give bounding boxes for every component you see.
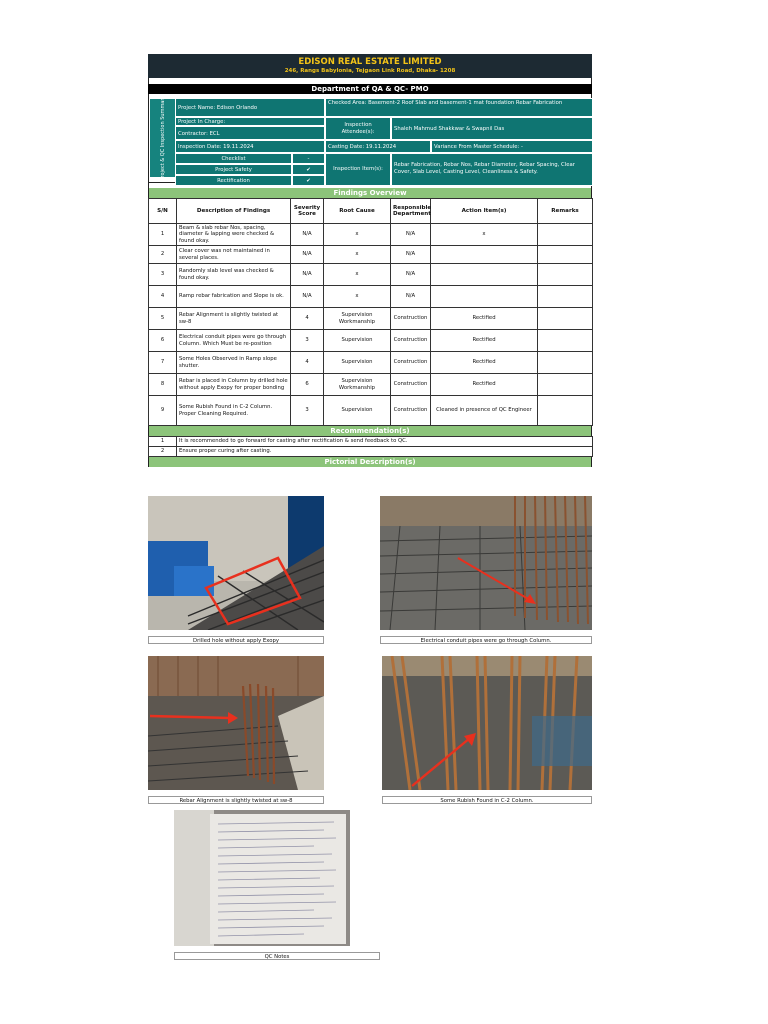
findings-cell-dept: Construction <box>391 330 431 352</box>
findings-cell-remarks <box>538 352 593 374</box>
inspection-items-label: Inspection Item(s): <box>325 153 391 186</box>
findings-header-0: S/N <box>149 199 177 224</box>
findings-cell-desc: Ramp rebar fabrication and Slope is ok. <box>177 286 291 308</box>
findings-table <box>148 198 593 426</box>
findings-cell-root: Supervision <box>324 330 391 352</box>
photo-rebar-alignment <box>148 656 324 790</box>
findings-cell-dept: N/A <box>391 286 431 308</box>
findings-cell-root: Supervision Workmanship <box>324 308 391 330</box>
findings-cell-remarks <box>538 374 593 396</box>
findings-cell-desc: Beam & slab rebar Nos, spacing, diameter & lapping were checked & found okay. <box>177 224 291 246</box>
findings-row <box>149 396 593 426</box>
findings-cell-action <box>431 246 538 264</box>
findings-cell-dept: N/A <box>391 224 431 246</box>
project-in-charge: Project In Charge: <box>175 117 325 126</box>
casting-date: Casting Date: 19.11.2024 <box>325 140 431 153</box>
caption-3: Rebar Alignment is slightly twisted at sw-8 <box>148 796 324 804</box>
recommendation-text: Ensure proper curing after casting. <box>177 447 593 457</box>
findings-row <box>149 264 593 286</box>
findings-cell-action <box>431 264 538 286</box>
findings-cell-sev: N/A <box>291 286 324 308</box>
project-name: Project Name: Edison Orlando <box>175 98 325 117</box>
contractor: Contractor: ECL <box>175 126 325 140</box>
findings-cell-action: Rectified <box>431 374 538 396</box>
inspection-date: Inspection Date: 19.11.2024 <box>175 140 325 153</box>
findings-cell-root: Supervision Workmanship <box>324 374 391 396</box>
findings-row <box>149 330 593 352</box>
findings-cell-action: Rectified <box>431 352 538 374</box>
caption-2: Electrical conduit pipes were go through Column. <box>380 636 592 644</box>
caption-1: Drilled hole without apply Exopy <box>148 636 324 644</box>
findings-cell-dept: N/A <box>391 246 431 264</box>
findings-cell-remarks <box>538 396 593 426</box>
safety-check: ✔ <box>292 164 325 175</box>
findings-cell-action: x <box>431 224 538 246</box>
findings-cell-sev: 6 <box>291 374 324 396</box>
findings-cell-sev: 3 <box>291 330 324 352</box>
findings-cell-remarks <box>538 308 593 330</box>
findings-cell-sn: 9 <box>149 396 177 426</box>
recommendation-row <box>149 437 593 447</box>
attendees-label: Inspection Attendee(s): <box>325 117 391 140</box>
pictorial-title: Pictorial Description(s) <box>148 457 592 467</box>
findings-cell-desc: Clear cover was not maintained in several places. <box>177 246 291 264</box>
company-address: 246, Rangs Babylonia, Tejgaon Link Road, Dhaka- 1208 <box>284 68 456 74</box>
findings-header-3: Root Cause <box>324 199 391 224</box>
findings-cell-root: x <box>324 286 391 308</box>
findings-cell-dept: Construction <box>391 308 431 330</box>
rectification-check: ✔ <box>292 175 325 186</box>
safety-label: Project Safety <box>175 164 292 175</box>
findings-cell-root: x <box>324 264 391 286</box>
findings-cell-root: x <box>324 224 391 246</box>
photo-drilled-hole <box>148 496 324 630</box>
findings-cell-desc: Electrical conduit pipes were go through Column. Which Must be re-position <box>177 330 291 352</box>
findings-cell-remarks <box>538 264 593 286</box>
findings-cell-remarks <box>538 224 593 246</box>
findings-cell-dept: Construction <box>391 352 431 374</box>
findings-cell-root: Supervision <box>324 352 391 374</box>
findings-row <box>149 308 593 330</box>
company-name: EDISON REAL ESTATE LIMITED <box>298 57 442 67</box>
recommendations-table <box>148 436 593 457</box>
findings-cell-sn: 7 <box>149 352 177 374</box>
findings-cell-sev: N/A <box>291 224 324 246</box>
recommendation-row <box>149 447 593 457</box>
findings-cell-sev: 3 <box>291 396 324 426</box>
photo-conduit-column <box>380 496 592 630</box>
findings-cell-action: Cleaned in presence of QC Engineer <box>431 396 538 426</box>
findings-cell-sev: N/A <box>291 264 324 286</box>
findings-cell-sev: N/A <box>291 246 324 264</box>
findings-cell-root: Supervision <box>324 396 391 426</box>
report-header <box>148 54 592 78</box>
findings-header-2: Severity Score <box>291 199 324 224</box>
recommendation-sn: 2 <box>149 447 177 457</box>
findings-cell-sev: 4 <box>291 308 324 330</box>
findings-cell-sev: 4 <box>291 352 324 374</box>
findings-row <box>149 286 593 308</box>
inspection-report <box>148 54 592 467</box>
findings-cell-sn: 1 <box>149 224 177 246</box>
findings-row <box>149 352 593 374</box>
findings-cell-root: x <box>324 246 391 264</box>
checklist-value: - <box>292 153 325 164</box>
findings-cell-sn: 4 <box>149 286 177 308</box>
attendees-value: Shaleh Mahmud Shakkwar & Swapnil Das <box>391 117 593 140</box>
photo-qc-notes <box>174 810 350 946</box>
recommendation-sn: 1 <box>149 437 177 447</box>
findings-cell-desc: Rebar is placed in Column by drilled hole without apply Exopy for proper bonding <box>177 374 291 396</box>
findings-header-4: Responsible Department <box>391 199 431 224</box>
findings-cell-sn: 2 <box>149 246 177 264</box>
inspection-items-value: Rebar Fabrication, Rebar Nos, Rebar Diameter, Rebar Spacing, Clear Cover, Slab Level, Casting Level, Cleanliness & Safety. <box>391 153 593 186</box>
caption-4: Some Rubish Found in C-2 Column. <box>382 796 592 804</box>
findings-cell-sn: 8 <box>149 374 177 396</box>
findings-title: Findings Overview <box>148 188 592 198</box>
recommendation-text: It is recommended to go forward for casting after rectification & send feedback to QC. <box>177 437 593 447</box>
findings-cell-action: Rectified <box>431 330 538 352</box>
checked-area: Checked Area: Basement-2 Roof Slab and basement-1 mat foundation Rebar Fabrication <box>325 98 593 117</box>
findings-header-5: Action Item(s) <box>431 199 538 224</box>
findings-header-1: Description of Findings <box>177 199 291 224</box>
findings-cell-remarks <box>538 286 593 308</box>
findings-cell-sn: 3 <box>149 264 177 286</box>
photo-rubbish-column <box>382 656 592 790</box>
variance: Variance From Master Schedule: - <box>431 140 593 153</box>
side-label: Project & QC Inspection Summary <box>149 98 177 178</box>
findings-cell-dept: N/A <box>391 264 431 286</box>
findings-header-6: Remarks <box>538 199 593 224</box>
findings-cell-desc: Some Rubish Found in C-2 Column. Proper Cleaning Required. <box>177 396 291 426</box>
findings-cell-remarks <box>538 330 593 352</box>
findings-cell-dept: Construction <box>391 396 431 426</box>
rectification-label: Rectification <box>175 175 292 186</box>
findings-cell-sn: 5 <box>149 308 177 330</box>
findings-cell-remarks <box>538 246 593 264</box>
inspection-info-panel <box>148 94 592 183</box>
findings-row <box>149 374 593 396</box>
findings-cell-desc: Randomly slab level was checked & found okay. <box>177 264 291 286</box>
findings-cell-action <box>431 286 538 308</box>
findings-cell-desc: Rebar Alignment is slightly twisted at sw-8 <box>177 308 291 330</box>
caption-5: QC Notes <box>174 952 380 960</box>
findings-cell-desc: Some Holes Observed in Ramp slope shutter. <box>177 352 291 374</box>
findings-row <box>149 246 593 264</box>
findings-cell-action: Rectified <box>431 308 538 330</box>
findings-cell-dept: Construction <box>391 374 431 396</box>
findings-row <box>149 224 593 246</box>
recommendations-title: Recommendation(s) <box>148 426 592 436</box>
checklist-label: Checklist <box>175 153 292 164</box>
department-title: Department of QA & QC- PMO <box>148 84 592 94</box>
findings-cell-sn: 6 <box>149 330 177 352</box>
